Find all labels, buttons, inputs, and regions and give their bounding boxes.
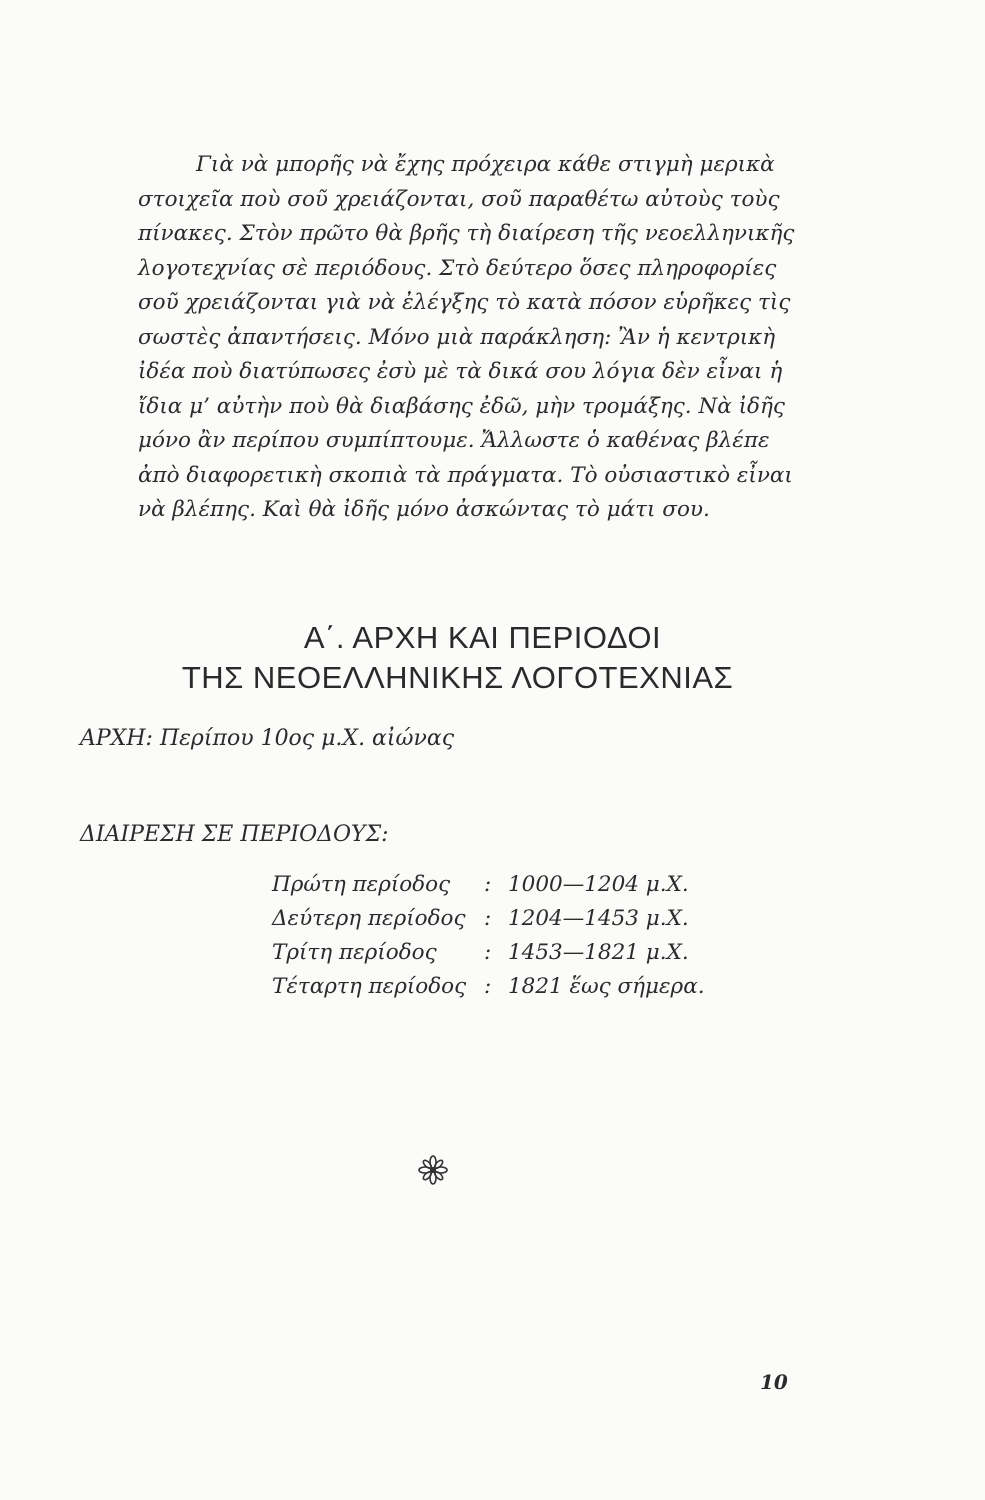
intro-line: μόνο ἂν περίπου συμπίπτουμε. Ἄλλωστε ὁ καθένας βλέπε bbox=[138, 428, 770, 453]
arxi-line: ΑΡΧΗ: Περίπου 10ος μ.Χ. αἰώνας bbox=[80, 726, 455, 751]
intro-line: σωστὲς ἀπαντήσεις. Μόνο μιὰ παράκληση: Ἂν ἡ κεντρικὴ bbox=[138, 324, 776, 350]
section-heading-line-1: Α΄. ΑΡΧΗ ΚΑΙ ΠΕΡΙΟΔΟΙ bbox=[303, 620, 662, 655]
section-heading-line-2: ΤΗΣ ΝΕΟΕΛΛΗΝΙΚΗΣ ΛΟΓΟΤΕΧΝΙΑΣ bbox=[181, 660, 734, 695]
floral-ornament-icon bbox=[418, 1155, 448, 1185]
intro-line: σοῦ χρειάζονται γιὰ νὰ ἐλέγξης τὸ κατὰ πόσον εὑρῆκες τὶς bbox=[138, 290, 791, 315]
intro-line: λογοτεχνίας σὲ περιόδους. Στὸ δεύτερο ὅσες πληροφορίες bbox=[138, 255, 777, 281]
period-name: Δεύτερη περίοδος bbox=[272, 906, 466, 931]
period-range: 1821 ἕως σήμερα. bbox=[508, 974, 705, 999]
intro-line: πίνακες. Στὸν πρῶτο θὰ βρῆς τὴ διαίρεση τῆς νεοελληνικῆς bbox=[138, 221, 795, 246]
period-row bbox=[272, 902, 705, 936]
period-range: 1453—1821 μ.Χ. bbox=[508, 940, 689, 965]
intro-line: στοιχεῖα ποὺ σοῦ χρειάζονται, σοῦ παραθέτω αὐτοὺς τοὺς bbox=[138, 186, 780, 212]
intro-line: Γιὰ νὰ μπορῆς νὰ ἔχης πρόχειρα κάθε στιγμὴ μερικὰ bbox=[196, 152, 775, 177]
period-separator: : bbox=[484, 906, 492, 931]
intro-paragraph bbox=[138, 148, 833, 528]
period-row bbox=[272, 936, 705, 970]
period-name: Πρώτη περίοδος bbox=[272, 872, 451, 897]
period-separator: : bbox=[484, 974, 492, 999]
intro-line: νὰ βλέπης. Καὶ θὰ ἰδῆς μόνο ἀσκώντας τὸ μάτι σου. bbox=[138, 497, 710, 522]
period-range: 1204—1453 μ.Χ. bbox=[508, 906, 689, 931]
diairesi-label: ΔΙΑΙΡΕΣΗ ΣΕ ΠΕΡΙΟΔΟΥΣ: bbox=[80, 822, 389, 847]
period-separator: : bbox=[484, 872, 492, 897]
period-row bbox=[272, 868, 705, 902]
intro-line: ἴδια μ’ αὐτὴν ποὺ θὰ διαβάσης ἐδῶ, μὴν τρομάξης. Νὰ ἰδῆς bbox=[138, 393, 785, 419]
period-separator: : bbox=[484, 940, 492, 965]
periods-table bbox=[272, 868, 705, 1004]
period-row bbox=[272, 970, 705, 1004]
period-name: Τέταρτη περίοδος bbox=[272, 974, 467, 999]
intro-line: ἰδέα ποὺ διατύπωσες ἐσὺ μὲ τὰ δικά σου λόγια δὲν εἶναι ἡ bbox=[138, 359, 783, 384]
period-name: Τρίτη περίοδος bbox=[272, 940, 437, 965]
period-range: 1000—1204 μ.Χ. bbox=[508, 872, 689, 897]
intro-line: ἀπὸ διαφορετικὴ σκοπιὰ τὰ πράγματα. Τὸ οὐσιαστικὸ εἶναι bbox=[138, 462, 793, 488]
page-number: 10 bbox=[760, 1370, 788, 1394]
